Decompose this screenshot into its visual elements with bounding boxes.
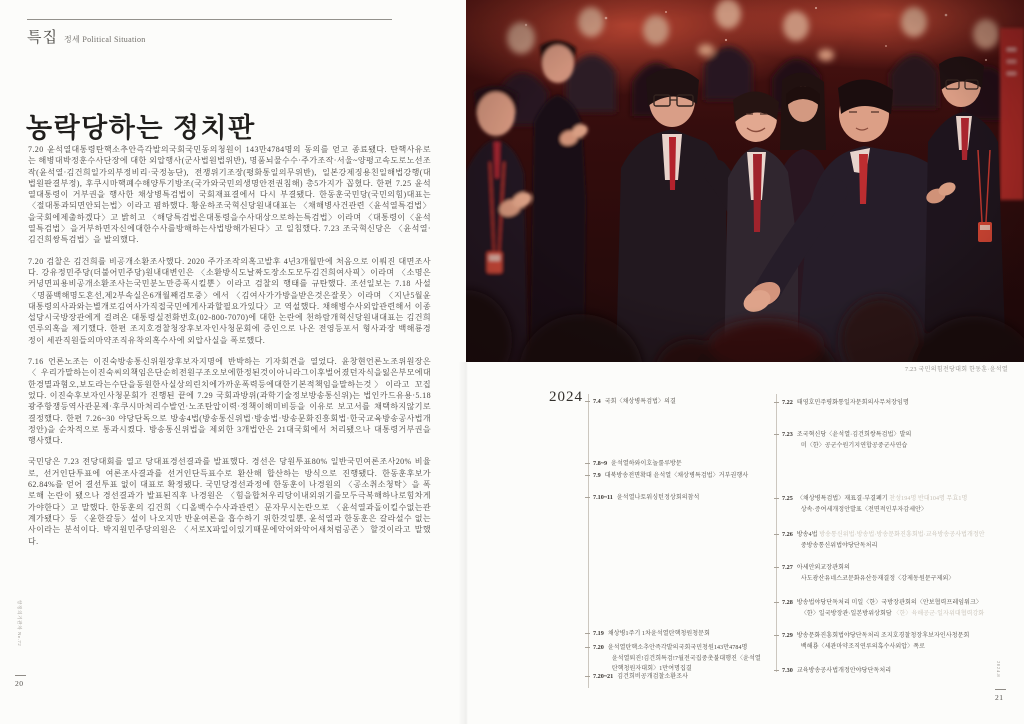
photo-frame [466,0,1024,362]
event-date: 7.9 [593,472,601,479]
page-title: 농락당하는 정치판 [26,113,256,144]
event-text: 대북방송전면확대 윤석열〈채상병특검법〉거부권행사 [604,473,749,479]
timeline-event [782,398,909,409]
spine-text-right: 2024.8 [996,661,1001,678]
event-text: 조국혁신당〈윤석열·김건희쌍특검법〉발의 미〈한〉공군수원기지연합공중군사연습 [796,432,912,449]
timeline-event [782,430,911,451]
event-text: 아세안외교장관회의 사도광산유네스코문화유산등재결정〈강제동원문구제외〉 [796,565,955,582]
event-date: 7.20 [593,644,604,651]
event-text: 방송문화진흥회법야당단독처리 조지호경찰청장후보자인사청문회 백해룡〈세관마약조직연루의혹수사외압〉폭로 [796,633,970,650]
folio-rule-right [995,689,1006,690]
event-date: 7.19 [593,630,604,637]
page-number-left: 20 [15,679,24,688]
article-body [28,144,431,557]
timeline-axis-left [588,394,589,688]
timeline-event [593,672,688,683]
body-paragraph: 7.20 윤석열대통령탄핵소추안즉각발의국회국민동의청원이 143만4784명의 동의를 얻고 종료됐다. 탄핵사유로는 해병대박정훈수사단장에 대한 외압행사(군사법원법위반), 명품뇌물수수·주가조작·서울~양평고속도로노선조작(윤석열·김건희일가의부정비리·국정농단), 전쟁위기조장(평화통일의무위반), 일본강제징용친일해법강행(대법원판결부정), 후쿠시마핵폐수해양투기방조(국가와국민의생명안전권침해) 총5가지가 꼽혔다. 한편 7.25 윤석열대통령이 거부권을 행사한 채상병특검법이 국회재표결에서 다시 부결됐다. 한동훈국민당(국민의힘)대표는 〈절대통과되면안되는법〉이라고 폄하했다. 황운하조국혁신당원내대표는 〈채해병사건관련〈윤석열특검법〉을국회에제출하겠다〉고 밝히고 〈해당특검법은대통령을수사대상으로하는특검법〉이라며 〈대통령이〈윤석열특검법〉을거부하면자신에대한수사를방해하는사법방해가된다〉고 일침했다. 7.23 조국혁신당은 〈윤석열·김건희쌍특검법〉을 발의했다. [28,145,431,245]
event-date: 7.20~21 [593,673,614,680]
event-date: 7.10~11 [593,494,613,501]
photo-caption: 7.23 국민의힘전당대회 한동훈·윤석열 [905,367,1008,373]
event-date: 7.28 [782,599,793,606]
event-text: 채상병1주기 1차윤석열탄핵청원청문회 [607,631,710,637]
timeline-event [782,631,969,652]
section-rule [27,19,392,20]
timeline-event [782,598,984,619]
event-date: 7.29 [782,632,793,639]
event-date: 7.23 [782,431,793,438]
event-date: 7.30 [782,667,793,674]
section-header [27,26,146,47]
event-date: 7.22 [782,399,793,406]
event-text: 방송법야당단독처리 미일〈한〉국방장관회의〈안보협력프레임워크〉 〈한〉일국방장관·일본방위상회담 〈한〉육해공군·일자위대협력강화 [796,600,985,617]
timeline-event [593,397,676,408]
page-number-right: 21 [995,693,1004,702]
section-label: 특집 [27,30,58,46]
spine-text-left: 항쟁의기관차 No.72 [17,600,22,647]
convention-photo [466,0,1024,362]
event-text: 교육방송공사법개정안야당단독처리 [796,668,892,674]
event-date: 7.25 [782,495,793,502]
timeline-event [593,629,710,640]
section-subtitle: 정세 Political Situation [63,35,146,44]
timeline-year: 2024 [549,389,583,405]
body-paragraph: 7.20 검찰은 김건희를 비공개소환조사했다. 2020 주가조작의혹고발후 4년3개월만에 처음으로 이뤄진 대면조사다. 강유정민주당(더불어민주당)원내대변인은 〈소환방식도날짜도장소도모두김건희여사픽〉이라며 〈소명은커녕면피용비공개소환조사는국민분노만증폭시킬뿐〉이라고 검찰의 행태를 규탄했다. 조선일보는 7.18 사설〈명품백해명도혼선,제2부속실은6개월째검토중〉에서 〈김여사가가방을받은것은잘못〉이라며 〈지난5월윤대통령의사과와는별개로김여사가직접국민에게사과할필요가있다〉고 역설했다. 채해병수사외압관련해서 이종섭당시국방장관에게 걸려온 대통령실전화번호(02-800-7070)에 대한 논란에 천하람개혁신당원내대표는 김건희연루의혹을 제기했다. 한편 조지호경찰청장후보자인사청문회에 증인으로 나온 전영등포서 형사과장 백해룡경정이 세관직원들의마약조직유착의혹수사에 외압사실을 폭로했다. [28,256,431,345]
event-date: 7.4 [593,398,601,405]
event-text: 태영호민주평화통일자문회의사무처장임명 [796,400,909,406]
timeline-event [593,471,748,482]
timeline-event [782,530,985,551]
event-text: 〈채상병특검법〉재표결·부결폐기 찬성194명 반대104명 무효1명 상속·증여세개정안발표〈전면적인부자감세안〉 [796,496,968,513]
body-paragraph: 국민당은 7.23 전당대회를 열고 당대표경선결과를 발표했다. 경선은 당원투표80% 일반국민여론조사20% 비율로, 선거인단투표에 여론조사결과를 선거인단득표수로 환산해 합산하는 방식으로 진행됐다. 한동훈후보가 62.84%를 얻어 결선투표 없이 대표로 확정됐다. 국민당경선과정에 한동훈이 나경원의 〈공소취소청탁〉을 폭로해 논란이 됐으나 경선결과가 발표된직후 나경원은 〈힘을합쳐우리당이내외위기를모두극복해하나로힘차게가야한다〉고 말했다. 한동훈의 김건희〈디올백수수사과관련〉문자무시논란으로 〈윤석열과돌이킬수없는관계가됐다〉등 〈윤한갈등〉설이 나오지만 반윤여론을 흡수하기 위한것일뿐, 윤석열과 한동훈은 갈라설수 없는 사이라는 분석이다. 박지원민주당의원은 〈서로X파일이있기때문에악어와악어새처럼공존〉할것이라고 말했다. [28,457,431,546]
timeline-event [782,666,891,677]
folio-rule-left [15,675,26,676]
event-text: 국회〈채상병특검법〉의결 [604,399,676,405]
event-date: 7.26 [782,531,793,538]
timeline-event [782,563,955,584]
timeline-event [593,643,761,675]
event-text: 방송4법 방송통신위법·방송법·방송문화진흥회법·교육방송공사법개정안 중방송통신위법야당단독처리 [796,532,985,549]
timeline-event [593,459,682,470]
center-gutter [458,362,468,724]
event-date: 7.27 [782,564,793,571]
event-text: 김건희비공개검찰소환조사 [617,674,688,680]
event-text: 윤석열하와이호놀룰루방문 [611,461,682,467]
event-text: 윤석열나토워싱턴정상회의참석 [616,495,700,501]
body-paragraph: 7.16 언론노조는 이진숙방송통신위원장후보자지명에 반박하는 기자회견을 열었다. 윤창현언론노조위원장은 〈우리가말하는이진숙씨의책임은단순히전원구조오보에한정된것이아니라그이후벌어졌던자식을잃은부모에대한경멸과혐오,보도라는수단을동원한사실상의린치에가까운폭력등에대한기본적책임을말하는것〉이라고 꼬집었다. 이진숙후보자인사청문회가 진행된 끝에 7.29 국회과방위(과학기술정보방송통신위)는 법인카드유용·5.18광주항쟁등역사관문제·후쿠시마처리수발언·노조탄압이력·정책이해미비등을 이유로 보고서를 채택하지않기로 결정했다. 한편 7.26~30 야당단독으로 방송4법(방송통신위법·방송법·방송문화진흥회법·한국교육방송공사법개정안)을 순차적으로 통과시켰다. 방송통신위법을 제외한 3개법안은 21대국회에서 처리됐으나 대통령거부권을 행사했다. [28,357,431,446]
event-date: 7.8~9 [593,460,608,467]
timeline-event [593,493,699,504]
timeline-event [782,494,967,515]
event-text: 윤석열탄핵소추안즉각발의국회국민청원143만4784명 윤석열퇴진!김건희특검!7월전국집중촛불대행진〈윤석열 탄핵청원자대회〉1만여명집결 [607,645,761,672]
